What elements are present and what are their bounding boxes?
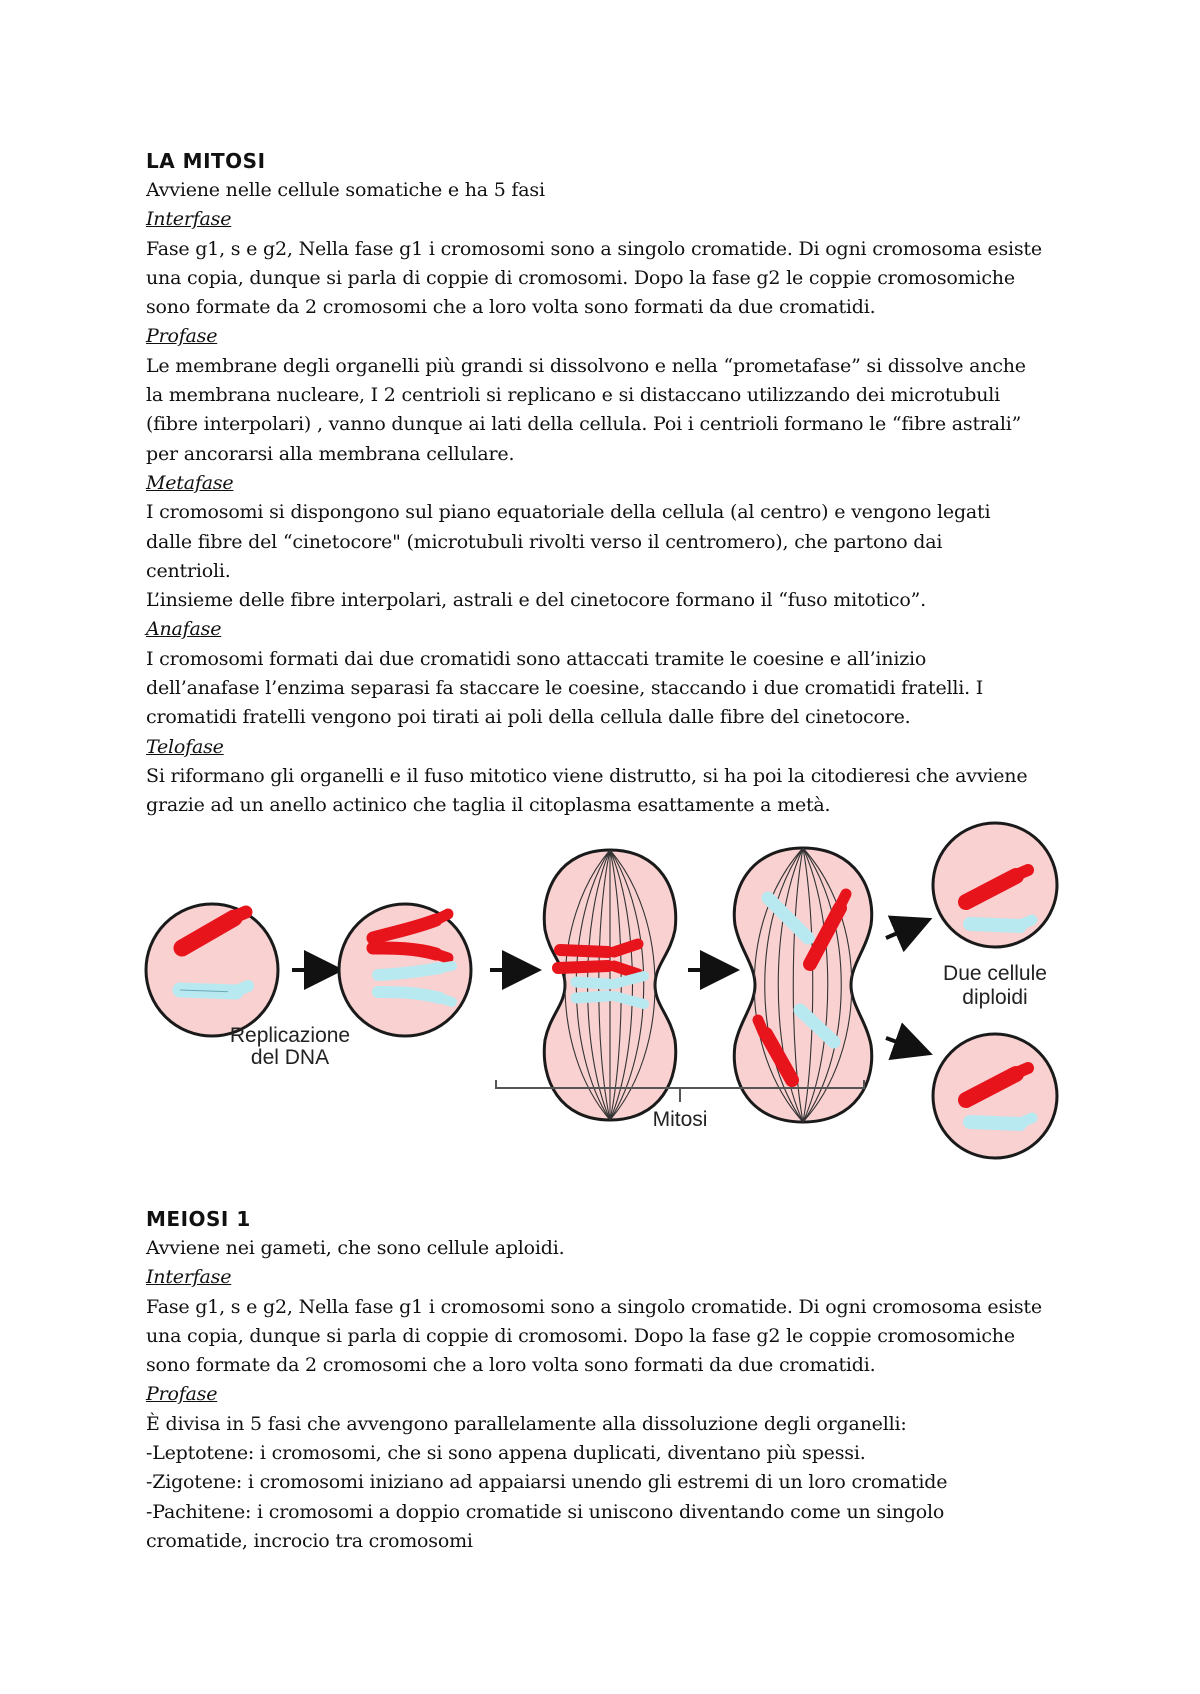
text-line: grazie ad un anello actinico che taglia il citoplasma esattamente a metà. <box>146 794 831 817</box>
meiosi-section <box>146 1205 1076 1556</box>
text-line: Le membrane degli organelli più grandi si dissolvono e nella “prometafase” si dissolve anche <box>146 354 1026 377</box>
text-line: centrioli. <box>146 559 231 582</box>
text-line: Fase g1, s e g2, Nella fase g1 i cromosomi sono a singolo cromatide. Di ogni cromosoma esiste <box>146 1295 1042 1318</box>
cell-interphase <box>146 904 278 1036</box>
mitosi-intro: Avviene nelle cellule somatiche e ha 5 fasi <box>146 179 545 201</box>
mitosi-interfase-heading: Interfase <box>146 208 232 231</box>
meiosi-interfase-heading: Interfase <box>146 1266 232 1289</box>
text-line: una copia, dunque si parla di coppie di cromosomi. Dopo la fase g2 le coppie cromosomiche <box>146 266 1015 289</box>
text-line: cromatide, incrocio tra cromosomi <box>146 1529 473 1552</box>
meiosi-intro: Avviene nei gameti, che sono cellule aploidi. <box>146 1237 565 1259</box>
mitosi-profase-heading: Profase <box>146 325 218 348</box>
text-line: cromatidi fratelli vengono poi tirati ai poli della cellula dalle fibre del cinetocore. <box>146 706 911 729</box>
cell-replicated <box>339 904 471 1036</box>
text-line: dell’anafase l’enzima separasi fa staccare le coesine, staccando i due cromatidi fratelli. I <box>146 677 984 700</box>
meiosi-profase-heading: Profase <box>146 1383 218 1406</box>
text-line: L’insieme delle fibre interpolari, astrali e del cinetocore formano il “fuso mitotico”. <box>146 589 926 612</box>
label-del-dna: del DNA <box>250 1046 330 1069</box>
cell-anaphase <box>734 848 871 1122</box>
mitosis-diagram-svg <box>140 820 1080 1170</box>
mitosi-title: LA MITOSI <box>146 149 266 173</box>
text-line: -Leptotene: i cromosomi, che si sono appena duplicati, diventano più spessi. <box>146 1442 866 1465</box>
text-line: dalle fibre del “cinetocore" (microtubuli rivolti verso il centromero), che partono dai <box>146 530 943 553</box>
text-line: È divisa in 5 fasi che avvengono parallelamente alla dissoluzione degli organelli: <box>146 1412 907 1435</box>
daughter-cell-top <box>933 823 1057 947</box>
mitosi-metafase-heading: Metafase <box>146 471 234 494</box>
arrow-icon <box>886 1038 914 1048</box>
text-line: una copia, dunque si parla di coppie di cromosomi. Dopo la fase g2 le coppie cromosomiche <box>146 1324 1015 1347</box>
meiosi-title: MEIOSI 1 <box>146 1207 251 1231</box>
text-line: (fibre interpolari) , vanno dunque ai lati della cellula. Poi i centrioli formano le “fibre astrali” <box>146 413 1022 436</box>
text-line: per ancorarsi alla membrana cellulare. <box>146 442 515 465</box>
text-line: Si riformano gli organelli e il fuso mitotico viene distrutto, si ha poi la citodieresi che avviene <box>146 764 1028 787</box>
label-mitosi: Mitosi <box>652 1108 708 1131</box>
label-replicazione: Replicazione <box>229 1024 351 1047</box>
text-line: Fase g1, s e g2, Nella fase g1 i cromosomi sono a singolo cromatide. Di ogni cromosoma esiste <box>146 237 1042 260</box>
label-due-cellule: Due cellule <box>943 962 1047 985</box>
mitosi-section <box>146 147 1076 821</box>
mitosis-diagram <box>140 820 1080 1170</box>
mitosi-anafase-heading: Anafase <box>146 618 222 641</box>
label-diploidi: diploidi <box>962 986 1028 1009</box>
text-line: I cromosomi formati dai due cromatidi sono attaccati tramite le coesine e all’inizio <box>146 647 927 670</box>
cell-metaphase <box>544 850 675 1120</box>
text-line: -Zigotene: i cromosomi iniziano ad appaiarsi unendo gli estremi di un loro cromatide <box>146 1471 948 1494</box>
text-line: sono formate da 2 cromosomi che a loro volta sono formati da due cromatidi. <box>146 296 876 319</box>
mitosi-telofase-heading: Telofase <box>146 735 224 758</box>
arrow-icon <box>886 926 914 938</box>
daughter-cell-bottom <box>933 1034 1057 1158</box>
text-line: I cromosomi si dispongono sul piano equatoriale della cellula (al centro) e vengono legati <box>146 501 991 524</box>
text-line: la membrana nucleare, I 2 centrioli si replicano e si distaccano utilizzando dei microtubuli <box>146 384 1001 407</box>
text-line: sono formate da 2 cromosomi che a loro volta sono formati da due cromatidi. <box>146 1354 876 1377</box>
text-line: -Pachitene: i cromosomi a doppio cromatide si uniscono diventando come un singolo <box>146 1500 945 1523</box>
